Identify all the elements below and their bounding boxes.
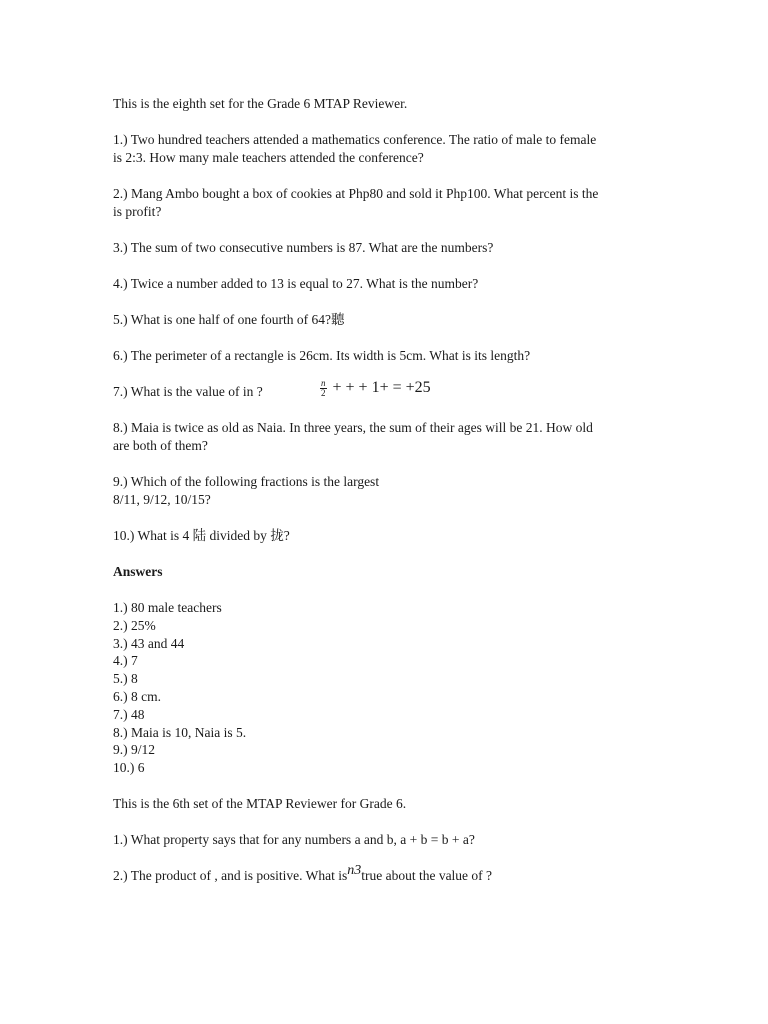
question-5: 5.) What is one half of one fourth of 64?聽 — [113, 312, 345, 327]
answer-item: 2.) 25% — [113, 617, 156, 633]
intro-paragraph: This is the eighth set for the Grade 6 MTAP Reviewer. — [113, 96, 408, 111]
answer-item: 9.) 9/12 — [113, 742, 155, 758]
question-text: 2.) The product of , and is positive. What is — [113, 867, 348, 883]
answer-item: 1.) 80 male teachers — [113, 600, 222, 615]
answer-item: 10.) 6 — [113, 760, 145, 776]
question-line: 2.) Mang Ambo bought a box of cookies at Php80 and sold it Php100. What percent is the — [113, 186, 599, 201]
question-line: is profit? — [113, 204, 162, 219]
question-7 — [113, 378, 673, 401]
equation-rest: + + + 1+ = +25 — [332, 379, 431, 397]
set2-question-2 — [113, 862, 673, 886]
question-line: 9.) Which of the following fractions is the largest — [113, 474, 380, 489]
question-line: 8/11, 9/12, 10/15? — [113, 492, 211, 507]
question-line: is 2:3. How many male teachers attended the conference? — [113, 150, 424, 165]
question-8 — [113, 419, 673, 455]
question-4: 4.) Twice a number added to 13 is equal to 27. What is the number? — [113, 276, 479, 291]
question-line: 8.) Maia is twice as old as Naia. In three years, the sum of their ages will be 21. How old — [113, 420, 593, 435]
answer-item: 5.) 8 — [113, 671, 138, 687]
answer-item: 6.) 8 cm. — [113, 688, 161, 704]
math-equation-image — [320, 379, 431, 398]
fraction-denominator: 2 — [321, 388, 326, 398]
question-line: are both of them? — [113, 438, 208, 453]
answer-item: 7.) 48 — [113, 706, 145, 722]
answer-item: 4.) 7 — [113, 653, 138, 669]
set2-question-1: 1.) What property says that for any numbers a and b, a + b = b + a? — [113, 831, 475, 847]
question-text: true about the value of ? — [361, 867, 493, 883]
math-inline-image: n3 — [347, 862, 362, 878]
fraction — [320, 379, 327, 398]
answers-heading: Answers — [113, 564, 163, 579]
question-1 — [113, 131, 673, 167]
answers-list — [113, 599, 673, 777]
answer-item: 8.) Maia is 10, Naia is 5. — [113, 724, 247, 740]
document-page — [113, 95, 673, 904]
question-2 — [113, 185, 673, 221]
intro-paragraph-2: This is the 6th set of the MTAP Reviewer for Grade 6. — [113, 795, 407, 811]
question-6: 6.) The perimeter of a rectangle is 26cm. Its width is 5cm. What is its length? — [113, 348, 531, 363]
question-line: 1.) Two hundred teachers attended a mathematics conference. The ratio of male to female — [113, 132, 597, 147]
answer-item: 3.) 43 and 44 — [113, 635, 185, 651]
fraction-numerator: n — [321, 378, 326, 388]
question-line: 7.) What is the value of in ? — [113, 384, 263, 399]
question-9 — [113, 473, 673, 509]
question-10: 10.) What is 4 陆 divided by 拢? — [113, 528, 290, 543]
question-3: 3.) The sum of two consecutive numbers is 87. What are the numbers? — [113, 240, 494, 255]
